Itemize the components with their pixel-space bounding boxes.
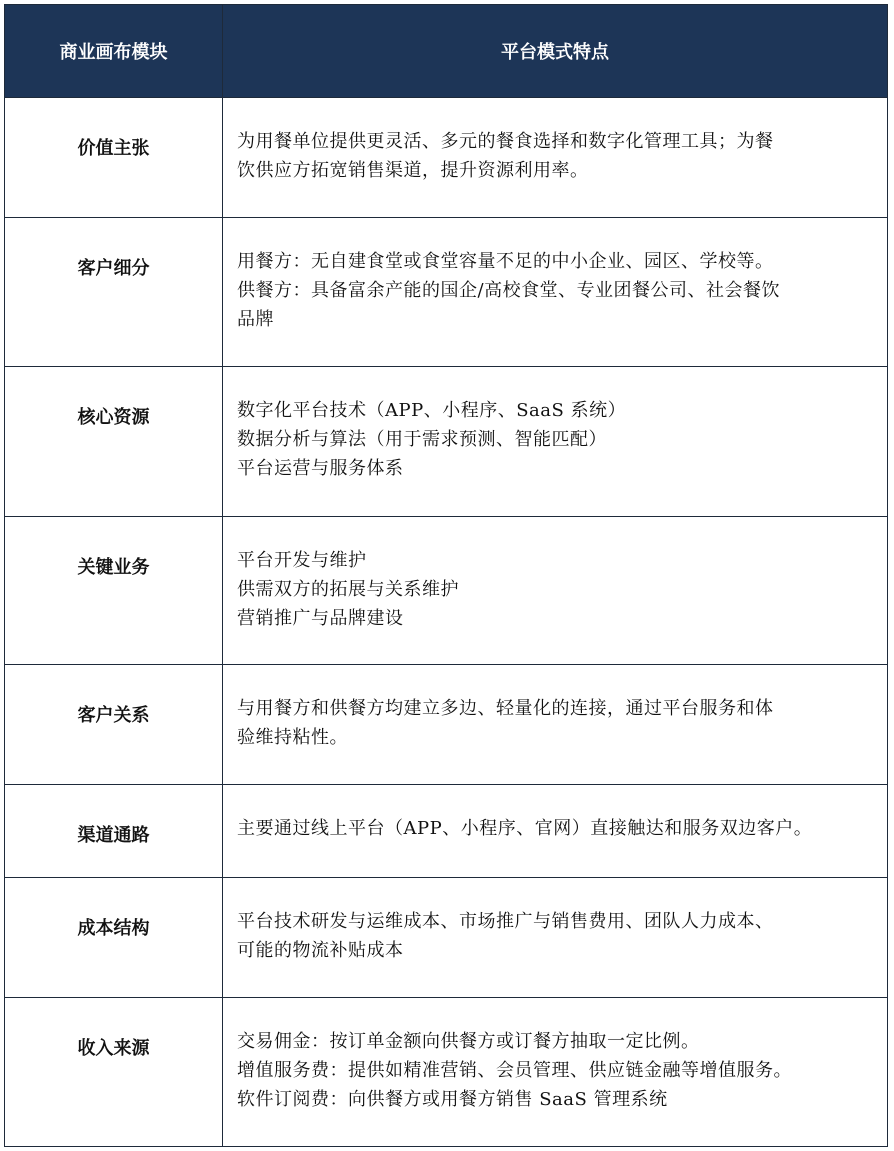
feature-line: 与用餐方和供餐方均建立多边、轻量化的连接，通过平台服务和体 <box>237 698 774 719</box>
feature-line: 供需双方的拓展与关系维护 <box>237 579 459 600</box>
feature-line: 增值服务费：提供如精准营销、会员管理、供应链金融等增值服务。 <box>237 1060 792 1081</box>
header-module: 商业画布模块 <box>5 5 223 98</box>
module-cell: 成本结构 <box>5 878 223 998</box>
feature-cell <box>223 367 888 517</box>
table-row <box>5 98 888 218</box>
feature-line: 可能的物流补贴成本 <box>237 940 404 961</box>
table-row <box>5 665 888 785</box>
module-cell: 价值主张 <box>5 98 223 218</box>
business-canvas-table <box>4 4 888 1147</box>
feature-line: 为用餐单位提供更灵活、多元的餐食选择和数字化管理工具；为餐 <box>237 131 774 152</box>
feature-cell <box>223 98 888 218</box>
feature-line: 验维持粘性。 <box>237 727 348 748</box>
module-cell: 收入来源 <box>5 998 223 1147</box>
feature-line: 数字化平台技术（APP、小程序、SaaS 系统） <box>237 400 627 421</box>
feature-line: 供餐方：具备富余产能的国企/高校食堂、专业团餐公司、社会餐饮 <box>237 280 781 301</box>
feature-cell <box>223 665 888 785</box>
feature-line: 用餐方：无自建食堂或食堂容量不足的中小企业、园区、学校等。 <box>237 251 774 272</box>
module-cell: 核心资源 <box>5 367 223 517</box>
feature-line: 平台技术研发与运维成本、市场推广与销售费用、团队人力成本、 <box>237 911 774 932</box>
table-row <box>5 218 888 367</box>
module-cell: 客户细分 <box>5 218 223 367</box>
feature-cell <box>223 878 888 998</box>
feature-line: 主要通过线上平台（APP、小程序、官网）直接触达和服务双边客户。 <box>237 818 813 839</box>
module-cell: 关键业务 <box>5 517 223 665</box>
header-features: 平台模式特点 <box>223 5 888 98</box>
feature-line: 数据分析与算法（用于需求预测、智能匹配） <box>237 429 607 450</box>
feature-line: 交易佣金：按订单金额向供餐方或订餐方抽取一定比例。 <box>237 1031 700 1052</box>
feature-line: 平台运营与服务体系 <box>237 458 404 479</box>
table-row <box>5 517 888 665</box>
feature-cell <box>223 785 888 878</box>
feature-line: 营销推广与品牌建设 <box>237 608 404 629</box>
feature-line: 平台开发与维护 <box>237 550 367 571</box>
feature-line: 软件订阅费：向供餐方或用餐方销售 SaaS 管理系统 <box>237 1089 668 1110</box>
table-row <box>5 785 888 878</box>
table-row <box>5 998 888 1147</box>
table-row <box>5 367 888 517</box>
feature-cell <box>223 517 888 665</box>
feature-cell <box>223 998 888 1147</box>
table-header-row <box>5 5 888 98</box>
feature-cell <box>223 218 888 367</box>
module-cell: 渠道通路 <box>5 785 223 878</box>
table-row <box>5 878 888 998</box>
module-cell: 客户关系 <box>5 665 223 785</box>
feature-line: 饮供应方拓宽销售渠道，提升资源利用率。 <box>237 160 589 181</box>
feature-line: 品牌 <box>237 309 274 330</box>
